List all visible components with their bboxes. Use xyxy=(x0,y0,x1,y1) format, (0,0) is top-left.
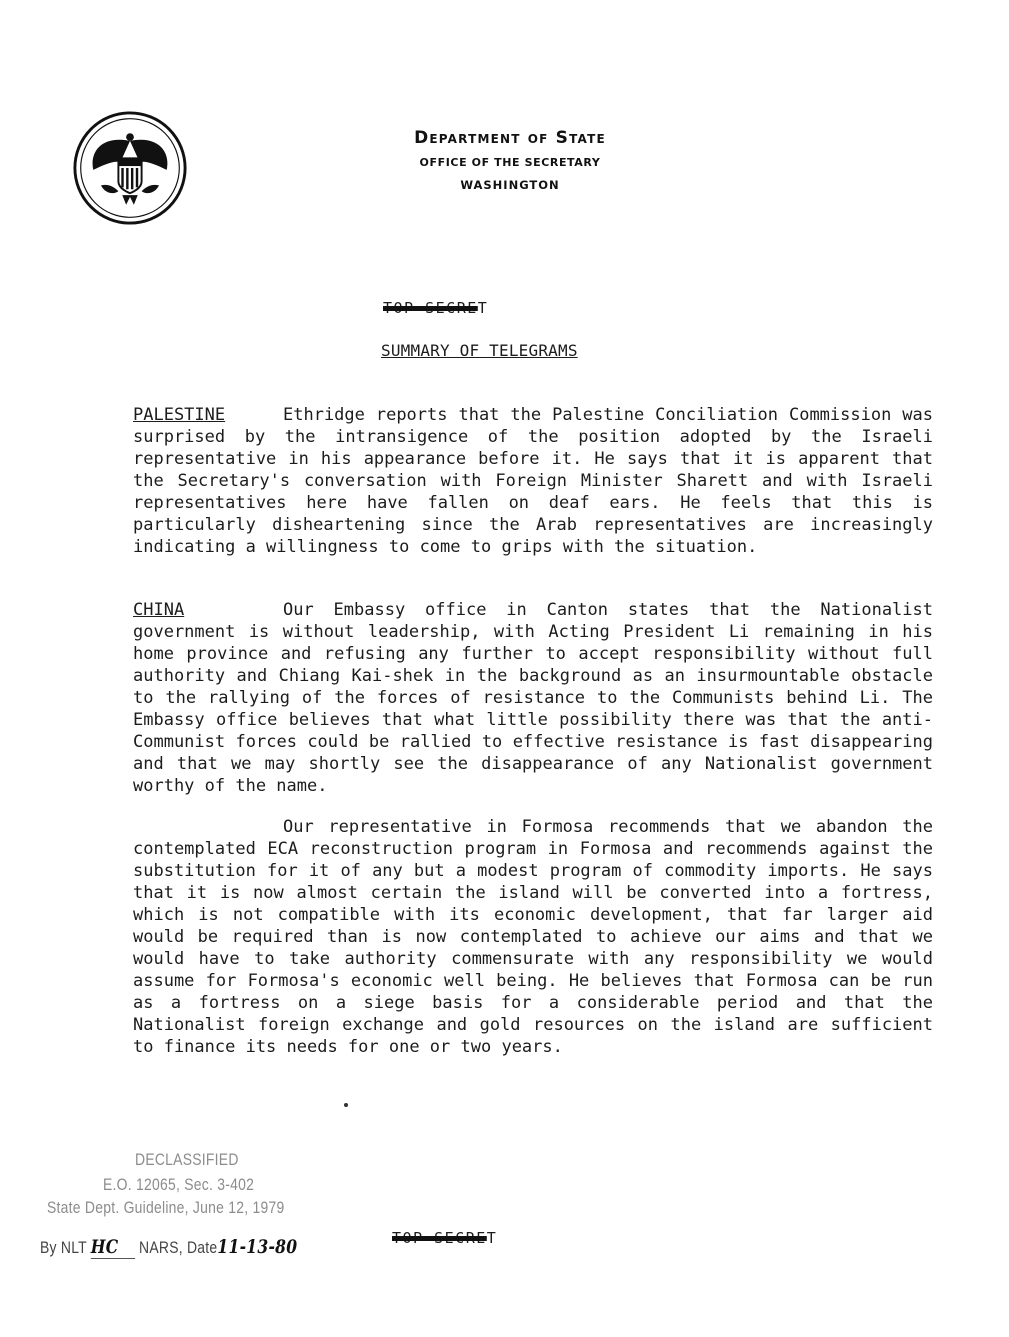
document-title: SUMMARY OF TELEGRAMS xyxy=(381,341,578,360)
section-text-formosa: Our representative in Formosa recommends that we abandon the contemplated ECA reconstruction program in Formosa and recommends against the substitution for it of any but a modest program of commodity imports. He says that it is now almost certain the island will be converted into a fortress, which is not compatible with its economic development, that far larger aid would be required than is now contemplated to achieve our aims and that we would have to take authority commensurate with any responsibility we would assume for Formosa's economic well being. He believes that Formosa can be run as a fortress on a siege basis for a considerable period and that the Nationalist foreign exchange and gold resources on the island are sufficient to finance its needs for one or two years. xyxy=(133,817,933,1057)
executive-order-line: E.O. 12065, Sec. 3-402 xyxy=(103,1175,255,1194)
section-heading-palestine: PALESTINE xyxy=(133,405,226,425)
office-name: OFFICE OF THE SECRETARY xyxy=(419,156,601,169)
struck-classification-text: TOP SECRE xyxy=(383,299,478,317)
classification-remaining-text: T xyxy=(477,299,489,317)
declassification-date: 11-13-80 xyxy=(217,1236,298,1258)
classification-remaining-text-bottom: T xyxy=(486,1229,498,1247)
section-china xyxy=(133,599,933,797)
department-name: Department of State xyxy=(414,128,606,148)
struck-classification-text-bottom: TOP SECRE xyxy=(392,1229,487,1247)
eagle-seal-icon xyxy=(72,110,188,226)
letterhead xyxy=(380,128,640,192)
section-text-palestine: Ethridge reports that the Palestine Conciliation Commission was surprised by the intransigence of the position adopted by the Israeli representative in his appearance before it. He says that it is apparent that the Secretary's conversation with Foreign Minister Sharett and with Israeli representatives here have fallen on deaf ears. He feels that this is particularly disheartening since the Arab representatives are increasingly indicating a willingness to come to grips with the situation. xyxy=(133,405,933,557)
classification-marking-top xyxy=(383,299,488,317)
declassified-stamp: DECLASSIFIED xyxy=(135,1150,239,1169)
by-label: By NLT xyxy=(40,1238,87,1257)
city-name: WASHINGTON xyxy=(460,178,560,192)
guideline-line: State Dept. Guideline, June 12, 1979 xyxy=(47,1198,285,1217)
by-initials: HC xyxy=(90,1236,119,1258)
classification-marking-bottom xyxy=(392,1229,497,1247)
authorization-line xyxy=(40,1236,297,1259)
section-formosa xyxy=(133,816,933,1058)
section-heading-china: CHINA xyxy=(133,600,185,620)
section-text-china: Our Embassy office in Canton states that the Nationalist government is without leadership, with Acting President Li remaining in his home province and refusing any further to accept responsibility without full authority and Chiang Kai-shek in the background as an insurmountable obstacle to the rallying of the forces of resistance to the Communists behind Li. The Embassy office believes that what little possibility there was that the anti-Communist forces could be rallied to effective resistance is fast disappearing and that we may shortly see the disappearance of any Nationalist government worthy of the name. xyxy=(133,600,933,796)
section-palestine xyxy=(133,404,933,558)
nars-date-label: NARS, Date xyxy=(139,1238,218,1257)
stray-mark xyxy=(344,1103,348,1107)
